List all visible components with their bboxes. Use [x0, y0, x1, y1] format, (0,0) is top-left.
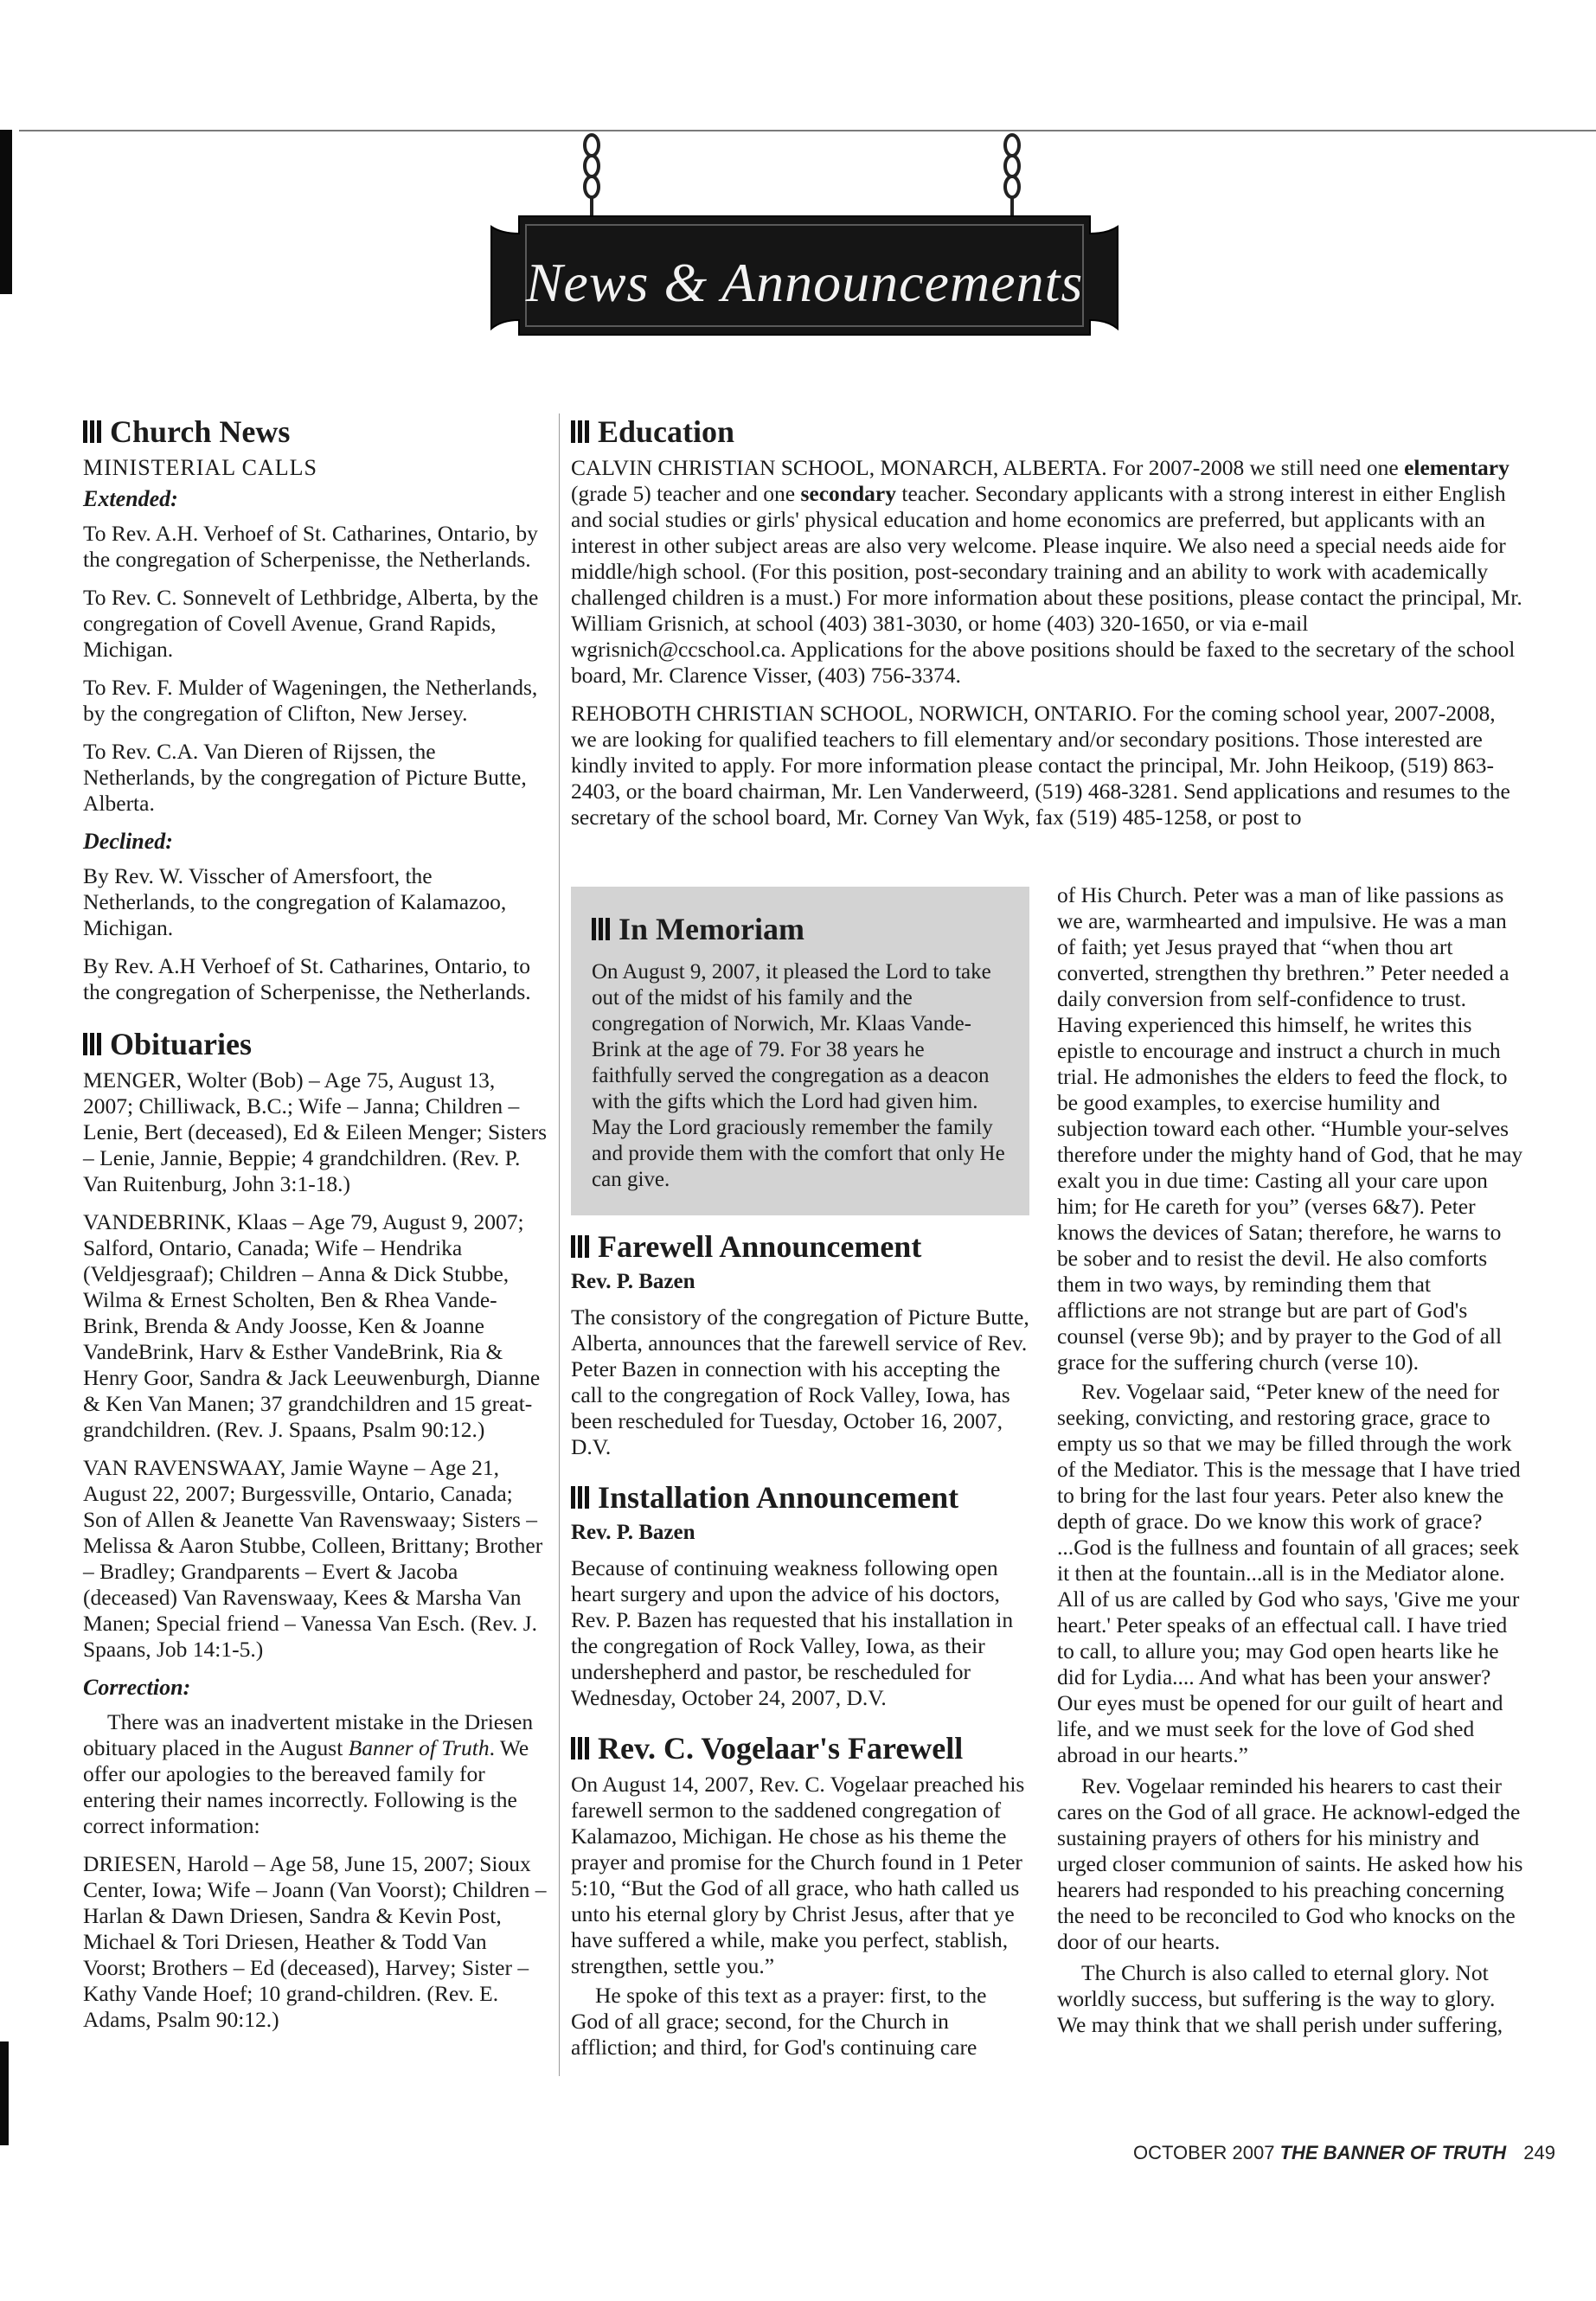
farewell-text: The consistory of the congregation of Picture Butte, Alberta, announces that the farewell service of Rev. Peter Bazen in connection with his accepting the call to the congregation of Rock Valley, Iowa, has been rescheduled for Tuesday, October 16, 2007, D.V.: [571, 1304, 1029, 1459]
installation-byline: Rev. P. Bazen: [571, 1521, 695, 1544]
section-bars-icon: [83, 420, 101, 443]
page-footer: [1133, 2142, 1555, 2164]
church-news-heading: Church News: [83, 413, 548, 450]
banner-title: News & Announcements: [525, 252, 1084, 313]
extended-label: Extended:: [83, 486, 178, 511]
obituary-item: VANDEBRINK, Klaas – Age 79, August 9, 2007; Salford, Ontario, Canada; Wife – Hendrika (Veldjesgraaf); Children – Anna & Dick Stubbe, Wilma & Ernest Scholten, Ben & Rhea Vande-Brink, Brenda & Andy Joosse, Ken & Joanne VandeBrink, Harv & Esther VandeBrink, Ria & Henry Goor, Sandra & Jack Leeuwenburgh, Dianne & Ken Van Manen; 37 grandchildren and 15 great-grandchildren. (Rev. J. Spaans, Psalm 90:12.): [83, 1209, 541, 1442]
left-column: [83, 413, 548, 2045]
vogelaar-paragraph: Rev. Vogelaar reminded his hearers to cast their cares on the God of all grace. He acknowl-edged the sustaining prayers of others for his ministry and urged closer communion of saints. He asked how his hearers had responded to his preaching concerning the need to be reconciled to God who knocks on the door of our hearts.: [1057, 1773, 1523, 1954]
declined-item: By Rev. A.H Verhoef of St. Catharines, Ontario, to the congregation of Scherpenisse, the Netherlands.: [83, 953, 531, 1004]
section-bars-icon: [571, 1235, 589, 1258]
education-heading: Education: [571, 413, 1522, 450]
call-item: To Rev. C. Sonnevelt of Lethbridge, Alberta, by the congregation of Covell Avenue, Grand Rapids, Michigan.: [83, 585, 539, 662]
page-number: 249: [1523, 2142, 1555, 2163]
section-bars-icon: [571, 1737, 589, 1759]
section-bars-icon: [83, 1033, 101, 1055]
in-memoriam-heading: In Memoriam: [592, 911, 1009, 947]
middle-column: [571, 1228, 1029, 2066]
obituary-item: DRIESEN, Harold – Age 58, June 15, 2007; Sioux Center, Iowa; Wife – Joann (Van Voorst); Children – Harlan & Dawn Driesen, Sandra & Kevin Post, Michael & Tori Driesen, Heather & Todd Van Voorst; Brothers – Ed (deceased), Harvey; Sister – Kathy Vande Hoef; 10 grand-children. (Rev. E. Adams, Psalm 90:12.): [83, 1851, 547, 2032]
vogelaar-paragraph: The Church is also called to eternal glory. Not worldly success, but suffering is the way to glory. We may think that we shall perish under suffering,: [1057, 1960, 1503, 2037]
education-calvin: CALVIN CHRISTIAN SCHOOL, MONARCH, ALBERTA. For 2007-2008 we still need one elementary (grade 5) teacher and one secondary teacher. Secondary applicants with a strong interest in either English and social studies or girls' physical education and home economics are preferred, but applicants with an interest in other subject areas are also very welcome. Please inquire. We also need a special needs aide for middle/high school. (For this position, post-secondary training and an ability to work with academically challenged children is a must.) For more information about these positions, please contact the principal, Mr. William Grisnich, at school (403) 381-3030, or home (403) 320-1650, or via e-mail wgrisnich@ccschool.ca. Applications for the above positions should be faxed to the secretary of the school board, Mr. Clarence Visser, (403) 756-3374.: [571, 455, 1522, 688]
vogelaar-paragraph: He spoke of this text as a prayer: first, to the God of all grace; second, for the Church in affliction; and third, for God's continuing care: [571, 1983, 987, 2060]
sign-chain-left-icon: [574, 130, 609, 216]
education-rehoboth: REHOBOTH CHRISTIAN SCHOOL, NORWICH, ONTARIO. For the coming school year, 2007-2008, we are looking for qualified teachers to fill elementary and/or secondary positions. Those interested are kindly invited to apply. For more information please contact the principal, Mr. John Heikoop, (519) 863-2403, or the board chairman, Mr. Len Vanderweerd, (519) 468-3281. Send applications and resumes to the secretary of the school board, Mr. Corney Van Wyk, fax (519) 485-1258, or post to: [571, 701, 1510, 830]
installation-heading: Installation Announcement: [571, 1479, 1029, 1516]
vogelaar-paragraph: of His Church. Peter was a man of like passions as we are, warmhearted and impulsive. He was a man of faith; yet Jesus prayed that “when thou art converted, strengthen thy brethren.” Peter needed a daily conversion from self-confidence to trust. Having experienced this himself, he writes this epistle to encourage and instruct a church in much trial. He admonishes the elders to feed the flock, to be good examples, to exercise humility and subjection toward each other. “Humble your-selves therefore under the mighty hand of God, that he may exalt you in due time: Casting all your care upon him; for He careth for you” (verses 6&7). Peter knows the devices of Satan; therefore, he warns to be sober and to resist the devil. He also comforts them in two ways, by reminding them that afflictions are not strange but are part of God's counsel (verse 9b); and by prayer to the God of all grace for the suffering church (verse 10).: [1057, 882, 1523, 1375]
call-item: To Rev. C.A. Van Dieren of Rijssen, the Netherlands, by the congregation of Picture Butte, Alberta.: [83, 739, 527, 816]
declined-item: By Rev. W. Visscher of Amersfoort, the Netherlands, to the congregation of Kalamazoo, Michigan.: [83, 863, 507, 940]
call-item: To Rev. A.H. Verhoef of St. Catharines, Ontario, by the congregation of Scherpenisse, the Netherlands.: [83, 521, 538, 572]
education-section: [571, 413, 1522, 843]
section-bars-icon: [592, 918, 610, 940]
sign-chain-right-icon: [995, 130, 1029, 216]
call-item: To Rev. F. Mulder of Wageningen, the Netherlands, by the congregation of Clifton, New Jersey.: [83, 675, 538, 726]
obituary-item: VAN RAVENSWAAY, Jamie Wayne – Age 21, August 22, 2007; Burgessville, Ontario, Canada; Son of Allen & Jeanette Van Ravenswaay; Sisters – Melissa & Aaron Stubbe, Colleen, Brittany; Brother – Bradley; Grandparents – Evert & Jacoba (deceased) Van Ravenswaay, Kees & Marsha Van Manen; Special friend – Vanessa Van Esch. (Rev. J. Spaans, Job 14:1-5.): [83, 1455, 543, 1662]
scan-edge: [0, 130, 12, 294]
top-rule: [19, 130, 1596, 131]
in-memoriam-text: On August 9, 2007, it pleased the Lord to take out of the midst of his family and the congregation of Norwich, Mr. Klaas Vande-Brink at the age of 79. For 38 years he faithfully served the congregation as a deacon with the gifts which the Lord had given him. May the Lord graciously remember the family and provide them with the comfort that only He can give.: [592, 960, 1005, 1191]
column-divider: [559, 413, 560, 2076]
farewell-byline: Rev. P. Bazen: [571, 1270, 695, 1293]
obituaries-heading: Obituaries: [83, 1026, 548, 1062]
section-bars-icon: [571, 420, 589, 443]
vogelaar-paragraph: On August 14, 2007, Rev. C. Vogelaar preached his farewell sermon to the saddened congregation of Kalamazoo, Michigan. He chose as his theme the prayer and promise for the Church found in 1 Peter 5:10, “But the God of all grace, who hath called us unto his eternal glory by Christ Jesus, after that ye have suffered a while, make you perfect, stablish, strengthen, settle you.”: [571, 1772, 1025, 1978]
declined-label: Declined:: [83, 829, 173, 854]
vogelaar-heading: Rev. C. Vogelaar's Farewell: [571, 1730, 1029, 1766]
installation-text: Because of continuing weakness following open heart surgery and upon the advice of his doctors, Rev. P. Bazen has requested that his installation in the congregation of Rock Valley, Iowa, as their undershepherd and pastor, be rescheduled for Wednesday, October 24, 2007, D.V.: [571, 1555, 1014, 1710]
ministerial-calls-subheading: MINISTERIAL CALLS: [83, 455, 317, 480]
scan-edge: [0, 2041, 9, 2145]
in-memoriam-box: [571, 887, 1029, 1215]
vogelaar-paragraph: Rev. Vogelaar said, “Peter knew of the need for seeking, convicting, and restoring grace, grace to empty us so that we may be filled through the work of the Mediator. This is the message that I have tried to bring for the last four years. Peter also knew the depth of grace. Do we know this work of grace? ...God is the fullness and fountain of all graces; seek it then at the fountain...all is in the Mediator alone. All of us are called by God who says, 'Give me your heart.' Peter speaks of an effectual call. I have tried to call, to allure you; may God open hearts like he did for Lydia.... And what has been your answer? Our eyes must be opened for our guilt of heart and life, and we must seek for the love of God shed abroad in our hearts.”: [1057, 1379, 1521, 1767]
right-column: [1057, 882, 1524, 2043]
correction-text: There was an inadvertent mistake in the Driesen obituary placed in the August Banner of Truth. We offer our apologies to the bereaved family for entering their names incorrectly. Following is the correct information:: [83, 1709, 534, 1838]
footer-issue: OCTOBER 2007: [1133, 2142, 1275, 2163]
footer-magazine: THE BANNER OF TRUTH: [1279, 2142, 1507, 2163]
correction-label: Correction:: [83, 1675, 191, 1700]
farewell-heading: Farewell Announcement: [571, 1228, 1029, 1265]
obituary-item: MENGER, Wolter (Bob) – Age 75, August 13, 2007; Chilliwack, B.C.; Wife – Janna; Children – Lenie, Bert (deceased), Ed & Eileen Menger; Sisters – Lenie, Jannie, Beppie; 4 grandchildren. (Rev. P. Van Ruitenburg, John 3:1-18.): [83, 1067, 548, 1196]
section-bars-icon: [571, 1486, 589, 1509]
